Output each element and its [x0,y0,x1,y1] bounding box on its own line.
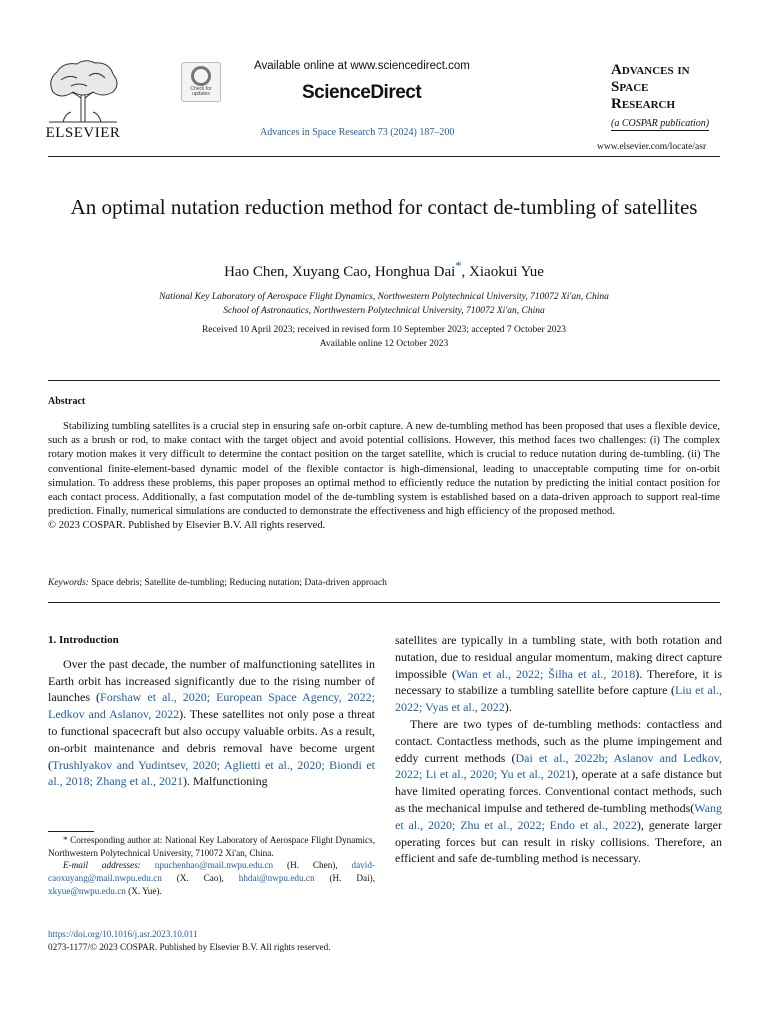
affiliation-2: School of Astronautics, Northwestern Polytechnical University, 710072 Xi'an, China [223,306,545,316]
citation-link[interactable]: Wan et al., 2022; Šilha et al., 2018 [456,666,636,681]
keywords-list: Space debris; Satellite de-tumbling; Reducing nutation; Data-driven approach [91,578,387,588]
availability-note: Available online at www.sciencedirect.com [254,60,470,72]
citation-link[interactable]: Wang et al., 2020; Zhu et al., 2022; Endo et al., 2022 [395,800,722,832]
elsevier-logo [40,58,126,142]
right-column [395,632,722,867]
keywords [48,578,387,588]
text-run: ), operate at a safe distance but have limited operating forces. Conventional contact methods, such as the mechanical impulse and tethered de-tumbling methods( [395,767,722,815]
journal-citation[interactable]: Advances in Space Research 73 (2024) 187–200 [260,127,455,138]
text-run: ). Therefore, it is necessary to stabilize a tumbling satellite before capture ( [395,666,723,698]
abstract-body [48,420,720,534]
text-run: ), generate larger operating forces but can result in risky collisions. Therefore, an efficient and safe de-tumbling method is necessary. [395,817,722,866]
citation-link[interactable]: Liu et al., 2022; Vyas et al., 2022 [395,683,723,715]
text-run: (H. Chen), [273,860,352,871]
abstract-copyright: © 2023 COSPAR. Published by Elsevier B.V. All rights reserved. [48,520,326,532]
citation-link[interactable]: Forshaw et al., 2020; European Space Agency, 2022; Ledkov and Aslanov, 2022 [48,690,376,722]
journal-title-line1: Advances in [611,62,690,78]
journal-title-block [611,62,729,131]
footnote [48,834,375,898]
keywords-label: Keywords: [48,578,89,588]
affiliation-1: National Key Laboratory of Aerospace Flight Dynamics, Northwestern Polytechnical University, 710072 Xi'an, China [159,292,609,302]
journal-title-line2: Space [611,79,649,95]
email-link[interactable]: david-caoxuyang@mail.nwpu.edu.cn [48,860,375,884]
keywords-divider [48,602,720,603]
citation-link[interactable]: Trushlyakov and Yudintsev, 2020; Aglietti et al., 2020; Biondi et al., 2018; Zhang et al., 2021 [48,757,375,789]
author-list [48,259,720,281]
email-link[interactable]: npuchenhao@mail.nwpu.edu.cn [154,860,274,871]
corresponding-author-note: * Corresponding author at: National Key Laboratory of Aerospace Flight Dynamics, Northwestern Polytechnical University, 710072 Xi'an, China. [48,835,375,858]
publisher-name: ELSEVIER [45,125,121,141]
text-run: (H. Dai), [314,873,375,884]
text-run: ). Malfunctioning [182,774,268,789]
doi-link[interactable]: https://doi.org/10.1016/j.asr.2023.10.011 [48,929,198,939]
email-link[interactable]: xkyue@nwpu.edu.cn [48,885,126,896]
text-run: satellites are typically in a tumbling state, with both rotation and nutation, due to residual angular momentum, making direct capture impossible ( [395,633,722,681]
abstract-divider [48,380,720,381]
text-run: There are two types of de-tumbling methods: contactless and contact. Contactless methods, such as the plume impingement and eddy current methods ( [395,716,722,765]
footnote-divider [48,831,94,832]
intro-paragraph-2 [395,716,722,867]
authors-text: Hao Chen, Xuyang Cao, Honghua Dai [224,264,456,280]
abstract-text: Stabilizing tumbling satellites is a crucial step in ensuring safe on-orbit capture. A new de-tumbling method has been proposed that uses a flexible device, such as a brush or rod, to make contact with the target object and avoid potential collisions. However, this method faces two challenges: (i) The complex rotary motion makes it very difficult to determine the contact position on the target satellite, which is crucial to reduce nutation during de-tumbling. (ii) The conventional finite-element-based dynamic model of the flexible contactor is high-dimensional, leading to unacceptable computing time for on-orbit simulation. To address these problems, this paper proposes an optimal method to efficiently reduce the nutation by predicting the initial contact position for each contact process. Additionally, a fast computation model of the de-tumbling system is established based on a data-driven approach to support real-time prediction. Finally, numerical simulations are conducted to demonstrate the effectiveness and high efficiency of the proposed method. [48,421,720,518]
header-divider [48,156,720,157]
left-column [48,632,375,790]
paper-title: An optimal nutation reduction method for contact de-tumbling of satellites [70,195,698,219]
text-run: ). [504,700,512,715]
text-run: Over the past decade, the number of malfunctioning satellites in Earth orbit has increased significantly due to the rising number of launches ( [48,656,375,705]
journal-subtitle: (a COSPAR publication) [611,118,710,129]
intro-paragraph-1 [48,656,375,790]
sciencedirect-wordmark: ScienceDirect [302,82,422,103]
online-date: Available online 12 October 2023 [319,339,449,349]
crossmark-label: Check for updates [190,86,212,97]
authors-last: , Xiaokui Yue [461,264,544,280]
abstract-heading: Abstract [48,396,86,407]
text-run: ). These satellites not only pose a threat to functional spacecraft but also occupy valuable orbits. As a result, on-orbit maintenance and debris removal have become urgent ( [48,707,375,772]
issn-copyright: 0273-1177/© 2023 COSPAR. Published by Elsevier B.V. All rights reserved. [48,941,331,952]
journal-title-line3: Research [611,96,676,112]
email-addresses [48,859,375,897]
journal-url: www.elsevier.com/locate/asr [597,142,707,152]
text-run: (X. Cao), [161,873,239,884]
crossmark-icon [191,66,211,86]
received-dates: Received 10 April 2023; received in revised form 10 September 2023; accepted 7 October 2023 [201,325,567,335]
email-label: E-mail addresses: [63,860,141,871]
elsevier-tree-icon [43,58,123,124]
email-link[interactable]: hhdai@nwpu.edu.cn [238,873,315,884]
text-run: (X. Yue). [125,885,162,896]
section-heading: 1. Introduction [48,634,119,646]
citation-link[interactable]: Dai et al., 2022b; Aslanov and Ledkov, 2022; Li et al., 2020; Yu et al., 2021 [395,750,722,782]
corresponding-author-mark[interactable]: * [455,259,462,273]
intro-paragraph-1-cont [395,632,722,716]
crossmark-button[interactable] [181,62,221,102]
doi-block [48,928,331,953]
